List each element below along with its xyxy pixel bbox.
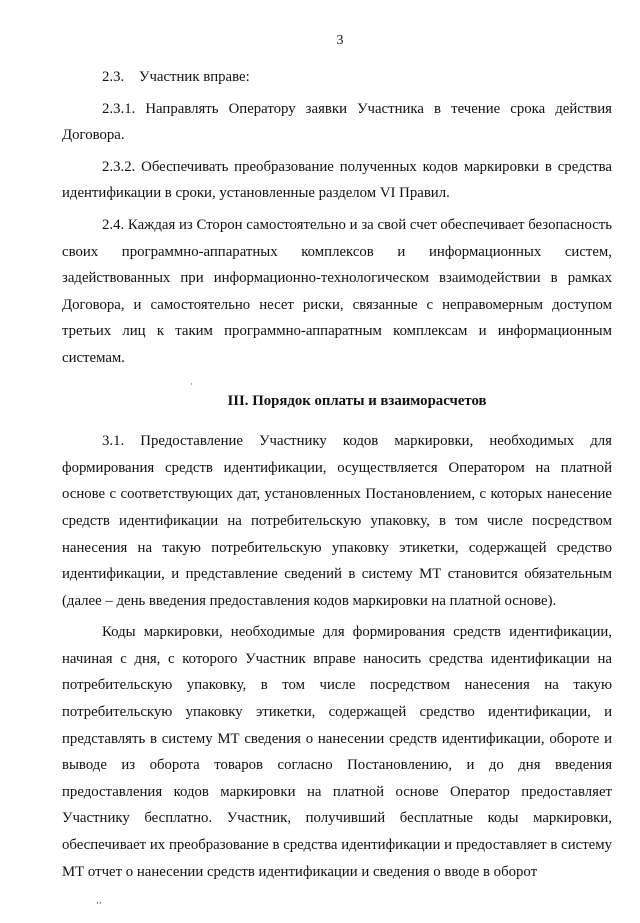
- paragraph-2-3: 2.3. Участник вправе:: [102, 69, 250, 85]
- scan-mark: ,,: [96, 896, 102, 906]
- paragraph-2-3-2: 2.3.2. Обеспечивать преобразование полученных кодов маркировки в средства идентификации в сроки, установленные разделом VI Правил.: [62, 158, 612, 202]
- scan-speck: ·: [190, 380, 193, 390]
- document-body: [62, 64, 612, 885]
- section-heading: III. Порядок оплаты и взаиморасчетов: [227, 392, 487, 409]
- paragraph-2-3-1: 2.3.1. Направлять Оператору заявки Участника в течение срока действия Договора.: [62, 100, 612, 144]
- paragraph-2-4: 2.4. Каждая из Сторон самостоятельно и за свой счет обеспечивает безопасность своих программно-аппаратных комплексов и информационных систем, задействованных при информационно-технологическом взаимодействии в рамках Договора, и самостоятельно несет риски, связанные с неправомерным доступом третьих лиц к таким программно-аппаратным комплексам и информационным системам.: [62, 216, 612, 366]
- paragraph-3-1: 3.1. Предоставление Участнику кодов маркировки, необходимых для формирования средств идентификации, осуществляется Оператором на платной основе с соответствующих дат, установленных Постановлением, с которых нанесение средств идентификации на потребительскую упаковку, в том числе посредством нанесения на такую потребительскую упаковку этикетки, содержащей средство идентификации, и представление сведений в систему МТ становится обязательным (далее – день введения предоставления кодов маркировки на платной основе).: [62, 433, 612, 609]
- paragraph-codes: Коды маркировки, необходимые для формирования средств идентификации, начиная с дня, с которого Участник вправе наносить средства идентификации на потребительскую упаковку, в том числе посредством нанесения на такую потребительскую упаковку этикетки, содержащей средство идентификации, и представлять в систему МТ сведения о нанесении средств идентификации, обороте и выводе из оборота товаров согласно Постановлению, и до дня введения предоставления кодов маркировки на платной основе Оператор предоставляет Участнику бесплатно. Участник, получивший бесплатные коды маркировки, обеспечивает их преобразование в средства идентификации и предоставляет в систему МТ отчет о нанесении средств идентификации и сведения о вводе в оборот: [62, 624, 612, 880]
- page-number: 3: [336, 33, 344, 48]
